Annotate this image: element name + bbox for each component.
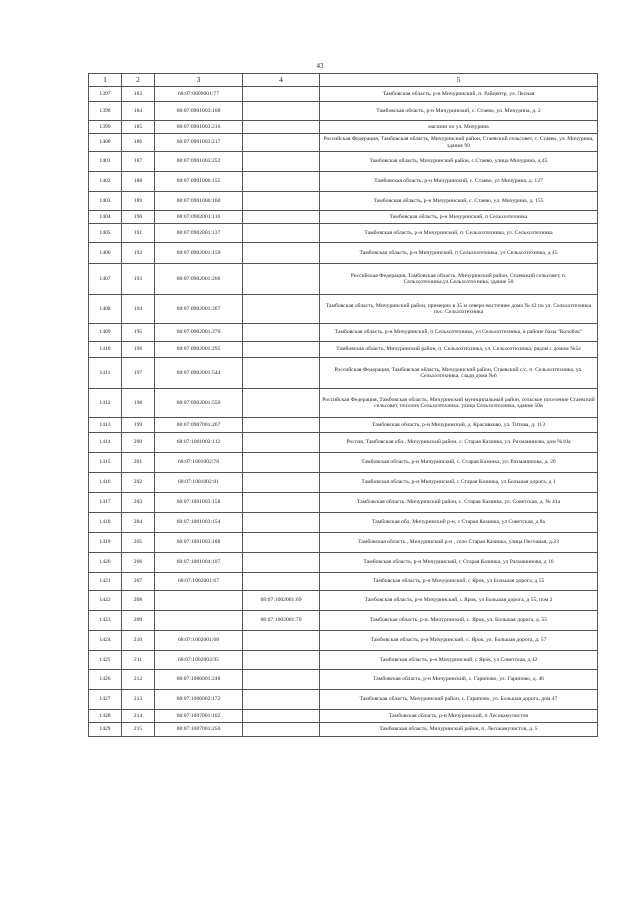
row-number-cell: 1412 [89,389,122,418]
table-row [89,172,598,192]
cadastral-number-cell: 68:07:1006001:248 [155,670,243,690]
cadastral-number-cell: 68:07:1001002:81 [155,473,243,493]
row-number-cell: 1425 [89,651,122,670]
cadastral-number-cell: 68:07:1007001:256 [155,723,243,737]
alt-cadastral-number-cell [243,670,320,690]
item-number-cell: 186 [122,134,155,152]
table-row [89,264,598,295]
item-number-cell: 212 [122,670,155,690]
header-col-2: 2 [122,74,155,87]
row-number-cell: 1422 [89,591,122,611]
address-cell: Российская Федерация, Тамбовская область, Мичуринский район, Стаевский сельсовет, с. Стаево, ул. Мичурина, здание 99 [320,134,598,152]
row-number-cell: 1401 [89,152,122,172]
cadastral-number-cell: 68:07:1001003:158 [155,493,243,513]
address-cell: Тамбовская область, Мичуринский район, примерно в 35 м северо-восточнее дома № 42 по ул. Сельхозтехника пос. Сельхозтехника [320,295,598,324]
cadastral-number-cell: 68:07:0902001:267 [155,295,243,324]
address-cell: Тамбовская область, Мичуринский район, п. Сельхозтехника, ул. Сельхозтехника, рядом с домом №5а [320,342,598,358]
alt-cadastral-number-cell [243,224,320,243]
address-cell: Тамбовская область, р-н Мичуринский, п. Райцентр, ул. Лесная [320,87,598,102]
cadastral-number-cell: 68:07:1002001:67 [155,573,243,591]
alt-cadastral-number-cell [243,172,320,192]
alt-cadastral-number-cell [243,102,320,121]
item-number-cell: 200 [122,433,155,453]
table-row [89,224,598,243]
item-number-cell: 215 [122,723,155,737]
table-row [89,513,598,533]
row-number-cell: 1397 [89,87,122,102]
alt-cadastral-number-cell [243,710,320,723]
cadastral-number-cell: 68:07:0902001:159 [155,243,243,264]
alt-cadastral-number-cell [243,87,320,102]
item-number-cell: 195 [122,324,155,342]
item-number-cell: 191 [122,224,155,243]
item-number-cell: 201 [122,453,155,473]
table-row [89,295,598,324]
address-cell: Тамбовская обл, Мичуринский р-н, с Старая Казинка, ул Советская, д 8а [320,513,598,533]
item-number-cell: 210 [122,631,155,651]
address-cell: Тамбовская область, р-н Мичуринский, п Сельхозтехника, ул Сельхозтехника, д 45 [320,243,598,264]
alt-cadastral-number-cell [243,211,320,224]
address-cell: Тамбовская область, р-н. Мичуринский, с. Ярок, ул. Большая дорога, д. 55 [320,611,598,631]
row-number-cell: 1427 [89,690,122,710]
address-cell: Тамбовская область, р-н Мичуринский, с Ярок, ул Большая дорога, д 55 [320,573,598,591]
address-cell: Тамбовская область, Мичуринский район, п. Лесокамучистов, д. 5 [320,723,598,737]
address-cell: Тамбовская область , Мичуринский р-н , село Старая Казинка, улица Песчаная, д.23 [320,533,598,553]
item-number-cell: 207 [122,573,155,591]
alt-cadastral-number-cell: 68:07:1002001:69 [243,591,320,611]
alt-cadastral-number-cell [243,690,320,710]
row-number-cell: 1402 [89,172,122,192]
row-number-cell: 1413 [89,418,122,433]
address-cell: Тамбовская область, р-н Мичуринский, с. Старая Казинка, ул. Рахманинова, д. 20 [320,453,598,473]
row-number-cell: 1407 [89,264,122,295]
cadastral-number-cell: 68:07:1001003:188 [155,533,243,553]
item-number-cell: 204 [122,513,155,533]
cadastral-number-cell: 68:07:1001002:78 [155,453,243,473]
row-number-cell: 1423 [89,611,122,631]
table-row [89,493,598,513]
table-row [89,243,598,264]
table-row [89,152,598,172]
address-cell: Тамбовская область, р-н Мичуринский, п Сельхозтехника [320,211,598,224]
address-cell: Тамбовская область, р-н Мичуринский, с. Стаево, ул. Мичурина, д. 2 [320,102,598,121]
item-number-cell: 208 [122,591,155,611]
table-row [89,102,598,121]
address-cell: Тамбовская область, р-н Мичуринский, с Ярок, ул Советская, д 42 [320,651,598,670]
address-cell: Тамбовская область. Мичуринский район, с. Старая Казинка. ул. Советская, д. № 41а [320,493,598,513]
item-number-cell: 203 [122,493,155,513]
alt-cadastral-number-cell [243,553,320,573]
alt-cadastral-number-cell [243,573,320,591]
cadastral-number-cell: 68:07:0902001:544 [155,358,243,389]
row-number-cell: 1421 [89,573,122,591]
row-number-cell: 1399 [89,121,122,134]
cadastral-number-cell: 68:07:0901003:252 [155,152,243,172]
cadastral-number-cell [155,611,243,631]
cadastral-number-cell: 68:07:0902001:266 [155,264,243,295]
row-number-cell: 1410 [89,342,122,358]
alt-cadastral-number-cell [243,121,320,134]
address-cell: Тамбовская область, р-н Мичуринский, с Ярок, ул Большая дорога, д 55, пом 2 [320,591,598,611]
item-number-cell: 189 [122,192,155,211]
cadastral-number-cell: 68:07:0902001:295 [155,342,243,358]
row-number-cell: 1428 [89,710,122,723]
table-row [89,121,598,134]
alt-cadastral-number-cell [243,513,320,533]
alt-cadastral-number-cell [243,453,320,473]
cadastral-number-cell: 68:07:0902001:550 [155,389,243,418]
address-cell: Тамбовская область, р-н Мичуринский, п Сельхозтехника, ул Сельхозтехника, в районе базы "Колобок" [320,324,598,342]
header-col-3: 3 [155,74,243,87]
item-number-cell: 214 [122,710,155,723]
table-row [89,591,598,611]
cadastral-number-cell: 68:07:0902001:270 [155,324,243,342]
table-row [89,433,598,453]
address-cell: Тамбовская область, р-н Мичуринский, п. Сельхозтехника, ул. Сельхозтехника [320,224,598,243]
item-number-cell: 202 [122,473,155,493]
alt-cadastral-number-cell [243,418,320,433]
item-number-cell: 188 [122,172,155,192]
address-cell: магазин по ул. Мичурина [320,121,598,134]
table-body [89,87,598,737]
row-number-cell: 1398 [89,102,122,121]
row-number-cell: 1403 [89,192,122,211]
table-row [89,453,598,473]
row-number-cell: 1417 [89,493,122,513]
cadastral-number-cell: 68:07:1002001:68 [155,631,243,651]
item-number-cell: 193 [122,264,155,295]
alt-cadastral-number-cell [243,493,320,513]
address-cell: Российская Федерация, Тамбовская область, Мичуринский муниципальный район, сельское поселение Стаевский сельсовет, поселок Сельхозтехника, улица Сельхозтехника, здание 50в [320,389,598,418]
header-col-1: 1 [89,74,122,87]
row-number-cell: 1404 [89,211,122,224]
address-cell: Тамбовская область, р-н Мичуринский, с. Ярок, ул. Большая дорога, д. 57 [320,631,598,651]
row-number-cell: 1408 [89,295,122,324]
cadastral-number-cell: 68:07:0901003:168 [155,102,243,121]
alt-cadastral-number-cell [243,134,320,152]
table-row [89,631,598,651]
address-cell: Тамбовская область, р-н Мичуринский, д. Красивково, ул. Титова, д. 113 [320,418,598,433]
table-row [89,134,598,152]
row-number-cell: 1416 [89,473,122,493]
table-row [89,651,598,670]
row-number-cell: 1400 [89,134,122,152]
table-row [89,192,598,211]
alt-cadastral-number-cell [243,533,320,553]
item-number-cell: 198 [122,389,155,418]
cadastral-number-cell: 68:07:1001004:107 [155,553,243,573]
item-number-cell: 190 [122,211,155,224]
cadastral-number-cell: 68:07:0901006:160 [155,192,243,211]
alt-cadastral-number-cell [243,473,320,493]
address-cell: Тамбовская область, р-н Мичуринский, с. Стаево, ул Мичурина, д. 127 [320,172,598,192]
row-number-cell: 1420 [89,553,122,573]
row-number-cell: 1405 [89,224,122,243]
table-row [89,87,598,102]
item-number-cell: 213 [122,690,155,710]
address-cell: Тамбовская область, Мичуринский район, с.Стаево, улица Мичурина, д.45 [320,152,598,172]
alt-cadastral-number-cell [243,264,320,295]
item-number-cell: 184 [122,102,155,121]
item-number-cell: 192 [122,243,155,264]
cadastral-number-cell: 68:07:1006002:172 [155,690,243,710]
records-table [88,73,598,737]
alt-cadastral-number-cell [243,324,320,342]
alt-cadastral-number-cell: 68:07:1002001:70 [243,611,320,631]
row-number-cell: 1411 [89,358,122,389]
alt-cadastral-number-cell [243,243,320,264]
item-number-cell: 205 [122,533,155,553]
alt-cadastral-number-cell [243,389,320,418]
address-cell: Россия, Тамбовская обл., Мичуринский район, с. Старая Казинка, ул. Рахманинова, дом №10а [320,433,598,453]
table-row [89,418,598,433]
item-number-cell: 185 [122,121,155,134]
address-cell: Российская Федерация, Тамбовская область, Мичуринский район, Стаевский сельсовет, п. Сельхозтехника,ул.Сельхозтехника, здание 50 [320,264,598,295]
cadastral-number-cell: 68:07:1007001:102 [155,710,243,723]
table-row [89,533,598,553]
table-row [89,358,598,389]
cadastral-number-cell: 68:07:0901003:216 [155,121,243,134]
alt-cadastral-number-cell [243,651,320,670]
alt-cadastral-number-cell [243,723,320,737]
cadastral-number-cell: 68:07:1002003:95 [155,651,243,670]
row-number-cell: 1429 [89,723,122,737]
item-number-cell: 209 [122,611,155,631]
table-row [89,611,598,631]
cadastral-number-cell: 68:07:1001002:112 [155,433,243,453]
header-col-4: 4 [243,74,320,87]
alt-cadastral-number-cell [243,152,320,172]
cadastral-number-cell: 68:07:0901003:217 [155,134,243,152]
address-cell: Тамбовская область, р-н Мичуринский, п Лесокамучистов [320,710,598,723]
item-number-cell: 194 [122,295,155,324]
header-col-5: 5 [320,74,598,87]
row-number-cell: 1415 [89,453,122,473]
row-number-cell: 1406 [89,243,122,264]
table-row [89,690,598,710]
table-row [89,670,598,690]
row-number-cell: 1409 [89,324,122,342]
address-cell: Российская Федерация, Тамбовская область, Мичуринский район, Стаевский с/с, п. Сельхозтехника, ул. Сельхозтехника, сзади дома №6 [320,358,598,389]
alt-cadastral-number-cell [243,192,320,211]
cadastral-number-cell: 68:07:0907001:267 [155,418,243,433]
table-row [89,573,598,591]
item-number-cell: 206 [122,553,155,573]
address-cell: Тамбовская область, р-н Мичуринский, с Старая Казинка, ул Рахманинова, д 16 [320,553,598,573]
alt-cadastral-number-cell [243,358,320,389]
item-number-cell: 211 [122,651,155,670]
page-number: 43 [316,62,324,70]
table-row [89,211,598,224]
item-number-cell: 183 [122,87,155,102]
row-number-cell: 1424 [89,631,122,651]
table-header-row [89,74,598,87]
table-row [89,723,598,737]
cadastral-number-cell: 68:07:0902001:137 [155,224,243,243]
item-number-cell: 196 [122,342,155,358]
cadastral-number-cell: 68:07:0902001:116 [155,211,243,224]
cadastral-number-cell: 68:07:1001003:154 [155,513,243,533]
cadastral-number-cell [155,591,243,611]
cadastral-number-cell: 68:07:0901006:155 [155,172,243,192]
alt-cadastral-number-cell [243,433,320,453]
alt-cadastral-number-cell [243,342,320,358]
address-cell: Тамбовская область, р-н Мичуринский, с. Стаево, ул. Мичурина, д. 155 [320,192,598,211]
table-row [89,389,598,418]
row-number-cell: 1418 [89,513,122,533]
address-cell: Тамбовская область, Мичуринский район, с. Гарипово, ул. Большая дорога, дом 47 [320,690,598,710]
item-number-cell: 197 [122,358,155,389]
table-row [89,324,598,342]
table-row [89,342,598,358]
alt-cadastral-number-cell [243,631,320,651]
table-row [89,710,598,723]
row-number-cell: 1414 [89,433,122,453]
row-number-cell: 1426 [89,670,122,690]
address-cell: Тамбовская область, р-н Мичуринский, с. Гарипово, ул. Гарипово, д. 46 [320,670,598,690]
item-number-cell: 199 [122,418,155,433]
address-cell: Тамбовская область, р-н Мичуринский, с Старая Казинка, ул Большая дорога, д 1 [320,473,598,493]
table-row [89,553,598,573]
alt-cadastral-number-cell [243,295,320,324]
table-row [89,473,598,493]
item-number-cell: 187 [122,152,155,172]
cadastral-number-cell: 68:07:0809001:77 [155,87,243,102]
row-number-cell: 1419 [89,533,122,553]
